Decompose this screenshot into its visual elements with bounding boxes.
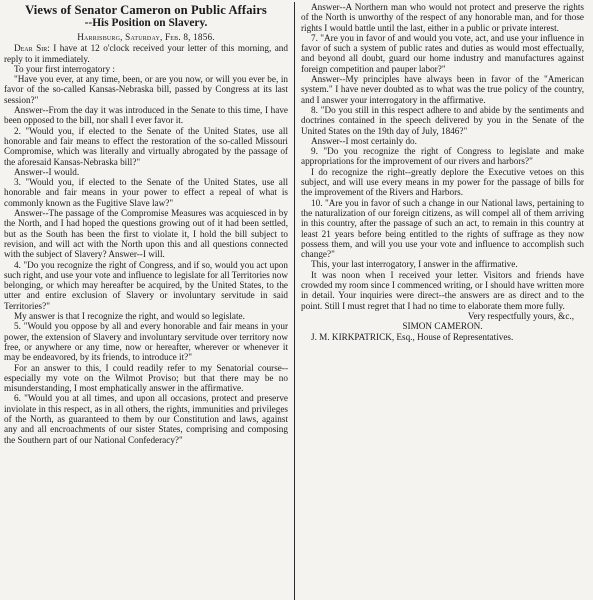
answer-paragraph: Answer--I most certainly do. [311, 135, 417, 146]
answer-paragraph: Answer--The passage of the Compromise Measures was acquiesced in by the North, and I had hoped the questions growing out of it had been settled, but as the South has been the first to violate it, I hold the bill subject to revision, and will act with the North upon this and all questions connected with the subject of Slavery? Answer--I will. [4, 208, 288, 260]
addressee: J. M. KIRKPATRICK, Esq., House of Representatives. [311, 331, 514, 342]
question-paragraph: 7. "Are you in favor of and would you vote, act, and use your influence in favor of such a system of public rates and duties as would most effectually, and beyond all doubt, guard our home industry and manufactures against foreign competition and pauper labor?" [301, 32, 584, 74]
right-column [294, 2, 584, 600]
answer-paragraph: For an answer to this, I could readily refer to my Senatorial course--especially my vote on the Wilmot Proviso; but that there may be no misunderstanding, I most emphatically answer in the affirmative. [4, 362, 288, 394]
dateline: Harrisburg, Saturday, Feb. 8, 1856. [77, 32, 215, 42]
question-paragraph: 5. "Would you oppose by all and every honorable and fair means in your power, the extension of Slavery and involuntary servitude over territory now free, or anywhere or any time, now or hereafter, wherever or whenever it may be endeavored, by its friends, to introduce it?" [4, 321, 288, 363]
signature: SIMON CAMERON. [402, 321, 483, 332]
answer-paragraph: Answer--My principles have always been in favor of the "American system." I have never doubted as to what was the true policy of the country, and I answer your interrogatory in the affirmative. [301, 74, 584, 105]
question-paragraph: 8. "Do you still in this respect adhere to and abide by the sentiments and doctrines contained in the speech delivered by you in the Senate of the United States on the 19th day of July, 1846?" [301, 104, 584, 136]
question-paragraph: 6. "Would you at all times, and upon all occasions, protect and preserve inviolate in this respect, as in all others, the rights, immunities and privileges of the North, as guaranteed to them by our Constitution and laws, against any and all encroachments of our sister States, comprising and composing the Southern part of our National Confederacy?" [4, 393, 288, 445]
question-paragraph: 2. "Would you, if elected to the Senate of the United States, use all honorable and fair means to effect the restoration of the so-called Missouri Compromise, which was literally and virtually abrogated by the passage of the aforesaid Kansas-Nebraska bill?" [4, 125, 288, 167]
answer-paragraph: I do recognize the right--greatly deplore the Executive vetoes on this subject, and will use every means in my power for the passage of bills for the improvement of the Rivers and Harbors. [301, 166, 584, 198]
answer-paragraph: My answer is that I recognize the right, and would so legislate. [14, 311, 245, 322]
closing-line: Very respectfully yours, &c., [467, 310, 574, 321]
question-paragraph: 4. "Do you recognize the right of Congress, and if so, would you act upon such right, and use your vote and influence to legislate for all Territories now belonging, or which may hereafter be acquired, by the United States, to the utter and entire exclusion of Slavery or involuntary servitude in said Territories?" [4, 259, 288, 311]
paragraph: To your first interrogatory : [14, 63, 115, 74]
opening-paragraph [4, 43, 288, 64]
answer-paragraph: Answer--I would. [14, 166, 80, 177]
question-paragraph: 9. "Do you recognize the right of Congress to legislate and make appropriations for the improvement of our rivers and harbors?" [301, 146, 584, 167]
left-column [4, 2, 294, 600]
paragraph-text: I have at 12 o'clock received your letter of this morning, and reply to it immediately. [4, 43, 288, 64]
answer-paragraph: Answer--A Northern man who would not protect and preserve the rights of the North is unworthy of the respect of any honorable man, and for those rights I would battle until the last, either in a public or private interest. [301, 2, 584, 33]
salutation: Dear Sir: [14, 43, 50, 54]
article-title: Views of Senator Cameron on Public Affairs [25, 3, 267, 17]
answer-paragraph: Answer--From the day it was introduced in the Senate to this time, I have been opposed to the bill, nor shall I ever favor it. [4, 105, 288, 126]
question-paragraph: "Have you ever, at any time, been, or are you now, or will you ever be, in favor of the so-called Kansas-Nebraska bill, passed by Congress at its last session?" [4, 74, 288, 105]
question-paragraph: 3. "Would you, if elected to the Senate of the United States, use all honorable and fair means in your power to effect a repeal of what is commonly known as the Fugitive Slave law?" [4, 177, 288, 208]
article-subtitle: --His Position on Slavery. [84, 17, 208, 29]
closing-paragraph: It was noon when I received your letter. Visitors and friends have crowded my room since I commenced writing, or I should have written more in detail. Your inquiries were direct--the answers are as direct and to the point. Still I must regret that I had no time to elaborate them more fully. [301, 269, 584, 311]
answer-paragraph: This, your last interrogatory, I answer in the affirmative. [311, 259, 518, 270]
question-paragraph: 10. "Are you in favor of such a change in our National laws, pertaining to the naturalization of our foreign citizens, as will compel all of them arriving in this country, after the passage of such an act, to remain in this country at least 21 years before being entitled to the rights of suffrage as they now possess them, and will you use your vote and influence to accomplish such change?" [301, 197, 584, 260]
